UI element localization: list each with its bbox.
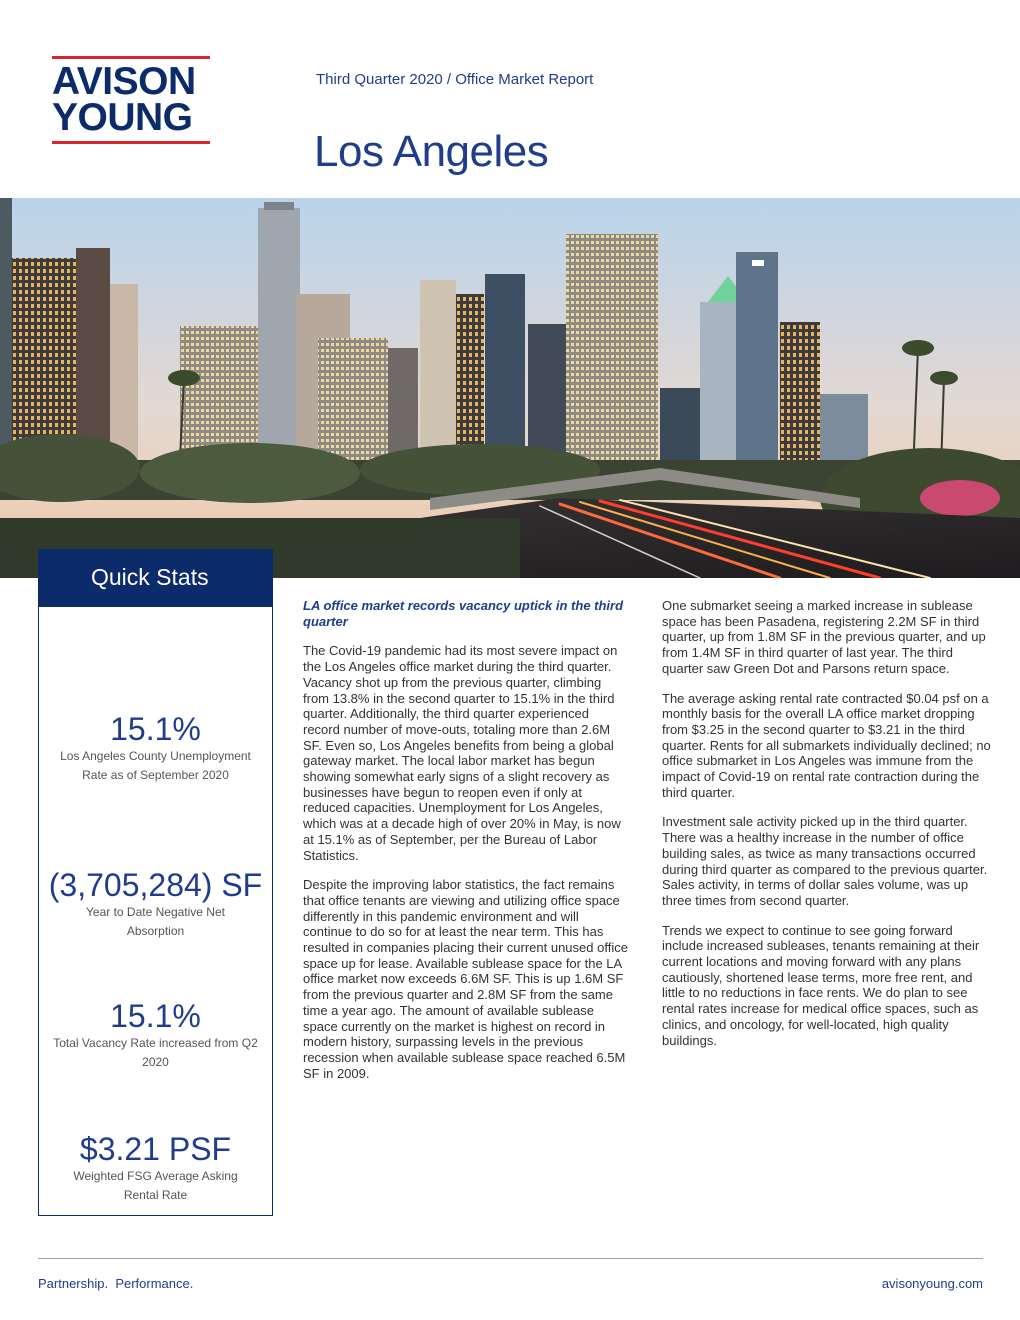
stat-value: 15.1% bbox=[110, 711, 201, 747]
article-column-1 bbox=[303, 598, 628, 1095]
stat-label: Year to Date Negative Net Absorption bbox=[86, 905, 225, 938]
stat-vacancy-rate bbox=[39, 998, 272, 1072]
article-paragraph: Investment sale activity picked up in the third quarter. There was a healthy increase in the number of office building sales, as twice as many transactions occurred during third quarter as compared to the previous quarter. Sales activity, in terms of dollar sales volume, was up three times from second quarter. bbox=[662, 814, 988, 908]
report-subtitle: Third Quarter 2020 / Office Market Report bbox=[316, 71, 594, 88]
stat-value: 15.1% bbox=[110, 998, 201, 1034]
stat-label: Total Vacancy Rate increased from Q2 2020 bbox=[53, 1036, 258, 1069]
footer-website-link[interactable]: avisonyoung.com bbox=[881, 1276, 983, 1291]
logo-top-rule bbox=[52, 56, 210, 59]
stat-rental-rate bbox=[39, 1131, 272, 1205]
footer-divider bbox=[38, 1258, 983, 1259]
article-paragraph: Trends we expect to continue to see going forward include increased subleases, tenants remaining at their current locations and moving forward with any plans cautiously, shortened lease terms, more free rent, and little to no reductions in face rents. We do plan to see rental rates increase for medical office spaces, such as clinics, and oncology, for well-located, high quality buildings. bbox=[662, 922, 980, 1048]
stat-net-absorption bbox=[39, 867, 272, 941]
page-title: Los Angeles bbox=[314, 127, 549, 177]
article-paragraph: The Covid-19 pandemic had its most severe impact on the Los Angeles office market during the third quarter. Vacancy shot up from the previous quarter, climbing from 13.8% in the second quarter to 15.1% in the third quarter. Additionally, the third quarter experienced record number of move-outs, totaling more than 2.6M SF. Even so, Los Angeles benefits from being a global gateway market. The local labor market has begun showing somewhat early signs of a slight recovery as businesses have begun to reopen even if only at reduced capacities. Unemployment for Los Angeles, which was at a decade high of over 20% in May, is now at 15.1% as of September, per the Bureau of Labor Statistics. bbox=[303, 643, 621, 863]
stat-unemployment bbox=[39, 711, 272, 785]
stat-value: (3,705,284) SF bbox=[48, 867, 263, 903]
quick-stats-title: Quick Stats bbox=[38, 549, 273, 607]
stat-value: $3.21 PSF bbox=[79, 1131, 232, 1167]
stat-label: Weighted FSG Average Asking Rental Rate bbox=[73, 1169, 238, 1202]
logo-line-1: AVISON bbox=[52, 60, 196, 103]
logo-bottom-rule bbox=[52, 141, 210, 144]
skyline-illustration bbox=[0, 198, 1020, 578]
article-paragraph: Despite the improving labor statistics, the fact remains that office tenants are viewing and utilizing office space differently in this pandemic environment and will continue to do so for at least the near term. This has resulted in companies placing their current unused office space up for lease. Available sublease space for the LA office market now exceeds 6.6M SF. This is up 1.6M SF from the previous quarter and 2.8M SF from the same time a year ago. The amount of available sublease space currently on the market is highest on record in modern history, surpassing levels in the previous recession when available sublease space reached 6.5M SF in 2009. bbox=[303, 877, 628, 1081]
article-heading: LA office market records vacancy uptick in the third quarter bbox=[303, 598, 624, 629]
article-paragraph: The average asking rental rate contracted $0.04 psf on a monthly basis for the overall LA office market dropping from $3.25 in the second quarter to $3.21 in the third quarter. Rents for all submarkets individually declined; no office submarket in Los Angeles was immune from the impact of Covid-19 on rental rate contraction during the third quarter. bbox=[662, 690, 991, 800]
avison-young-logo bbox=[52, 56, 210, 144]
stat-label: Los Angeles County Unemployment Rate as of September 2020 bbox=[60, 749, 251, 782]
article-column-2 bbox=[662, 598, 992, 1062]
logo-line-2: YOUNG bbox=[52, 96, 193, 139]
quick-stats-body bbox=[38, 607, 273, 1216]
quick-stats-panel bbox=[38, 549, 273, 1216]
article-paragraph: One submarket seeing a marked increase in sublease space has been Pasadena, registering 2.2M SF in third quarter, up from 1.8M SF in the previous quarter, and up from 1.4M SF in third quarter of last year. The third quarter saw Green Dot and Parsons return space. bbox=[662, 598, 986, 676]
hero-skyline-image bbox=[0, 198, 1020, 578]
footer-tagline: Partnership. Performance. bbox=[38, 1276, 194, 1291]
